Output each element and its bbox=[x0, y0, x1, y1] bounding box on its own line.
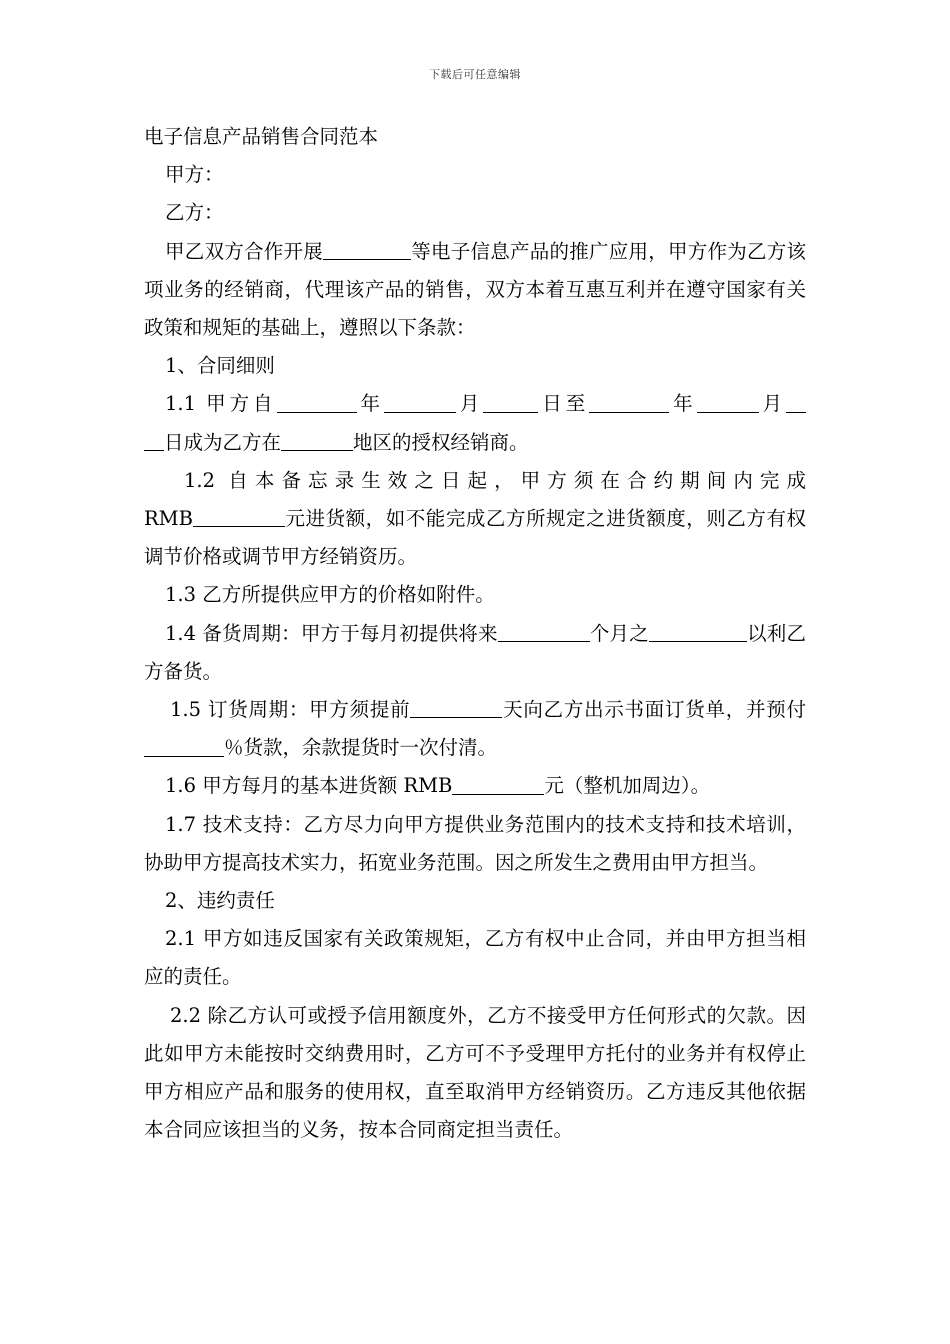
party-b-line: 乙方： bbox=[165, 201, 224, 225]
clause-1-1-text: 年 bbox=[356, 392, 384, 416]
clause-1-5-text: 1.5 订货周期：甲方须提前 bbox=[170, 698, 411, 722]
blank-field bbox=[144, 736, 224, 757]
party-a-line: 甲方： bbox=[165, 163, 224, 187]
clause-1-1-cont bbox=[144, 424, 806, 462]
clause-1-6-text: 元（整机加周边）。 bbox=[544, 774, 711, 798]
clause-1-6-text: 1.6 甲方每月的基本进货额 RMB bbox=[165, 774, 453, 798]
clause-1-2-cont bbox=[144, 500, 806, 576]
document-body bbox=[144, 118, 806, 1149]
document-title: 电子信息产品销售合同范本 bbox=[144, 125, 379, 148]
clause-1-1-text: 月 bbox=[758, 392, 786, 416]
clause-1-2-text: RMB bbox=[144, 507, 193, 531]
clause-1-5-text: ％货款，余款提货时一次付清。 bbox=[224, 736, 498, 760]
blank-field bbox=[786, 392, 806, 413]
clause-1-7: 1.7 技术支持：乙方尽力向甲方提供业务范围内的技术支持和技术培训，协助甲方提高技术实力，拓宽业务范围。因之所发生之费用由甲方担当。 bbox=[144, 812, 806, 874]
clause-1-3: 1.3 乙方所提供应甲方的价格如附件。 bbox=[165, 583, 495, 607]
blank-field bbox=[384, 392, 456, 413]
blank-field bbox=[144, 430, 164, 451]
blank-field bbox=[281, 430, 353, 451]
intro-text-1: 甲乙双方合作开展 bbox=[165, 239, 323, 263]
clause-1-5 bbox=[144, 691, 806, 767]
blank-field bbox=[277, 392, 357, 413]
section-2-heading: 2、违约责任 bbox=[165, 889, 275, 913]
clause-1-1-text: 1.1 甲方自 bbox=[165, 392, 277, 416]
clause-1-4-text: 1.4 备货周期：甲方于每月初提供将来 bbox=[165, 621, 498, 645]
header-note: 下载后可任意编辑 bbox=[429, 68, 521, 81]
clause-1-2-text: 元进货额，如不能完成乙方所规定之进货额度，则乙方有权调节价格或调节甲方经销资历。 bbox=[144, 507, 806, 569]
blank-field bbox=[589, 392, 669, 413]
clause-1-1-text: 年 bbox=[669, 392, 697, 416]
blank-field bbox=[193, 507, 285, 528]
blank-field bbox=[649, 621, 747, 642]
clause-1-1-text: 月 bbox=[455, 392, 484, 416]
clause-1-1-text: 日至 bbox=[538, 392, 590, 416]
blank-field bbox=[697, 392, 759, 413]
clause-2-2: 2.2 除乙方认可或授予信用额度外，乙方不接受甲方任何形式的欠款。因此如甲方未能按时交纳费用时，乙方可不予受理甲方托付的业务并有权停止甲方相应产品和服务的使用权，直至取消甲方经销资历。乙方违反其他依据本合同应该担当的义务，按本合同商定担当责任。 bbox=[144, 1003, 806, 1142]
clause-2-1: 2.1 甲方如违反国家有关政策规矩，乙方有权中止合同，并由甲方担当相应的责任。 bbox=[144, 927, 806, 989]
clause-1-6 bbox=[144, 767, 806, 805]
clause-1-1-text: 地区的授权经销商。 bbox=[353, 430, 529, 454]
intro-paragraph bbox=[144, 233, 806, 348]
intro-text-2: 等电子信息产品的推广应用，甲方作为乙方该项业务的经销商，代理该产品的销售，双方本着互惠互利并在遵守国家有关政策和规矩的基础上，遵照以下条款： bbox=[144, 239, 806, 340]
blank-field bbox=[483, 392, 538, 413]
clause-1-4-text: 个月之 bbox=[589, 621, 649, 645]
clause-1-4-text: 以利乙方备货。 bbox=[144, 621, 806, 683]
clause-1-4 bbox=[144, 615, 806, 691]
blank-field bbox=[410, 698, 502, 719]
clause-1-1-text: 日成为乙方在 bbox=[164, 430, 282, 454]
clause-1-2-line1: 1.2 自本备忘录生效之日起，甲方须在合约期间内完成 bbox=[184, 468, 806, 492]
clause-1-1 bbox=[144, 385, 806, 423]
blank-field bbox=[323, 239, 411, 260]
blank-field bbox=[498, 621, 590, 642]
blank-field bbox=[452, 774, 544, 795]
clause-1-5-text: 天向乙方出示书面订货单，并预付 bbox=[502, 698, 806, 722]
section-1-heading: 1、合同细则 bbox=[165, 354, 275, 378]
